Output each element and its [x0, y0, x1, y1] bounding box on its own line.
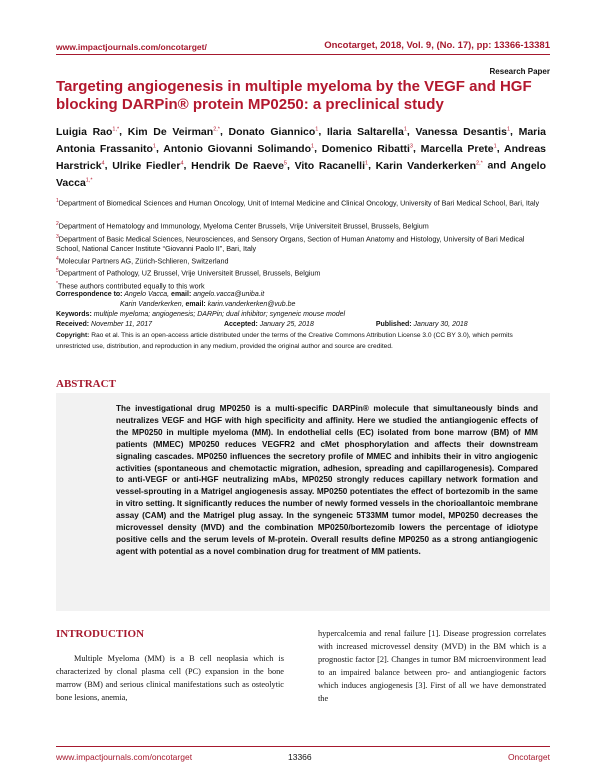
article-type: Research Paper: [489, 67, 550, 76]
introduction-heading: INTRODUCTION: [56, 628, 145, 640]
affiliation-5: $^5$Department of Pathology, UZ Brussel, Vrije Universiteit Brussel, Brussels, Belgium: [56, 268, 321, 278]
author-affiliation-marker: 1: [311, 143, 315, 149]
abstract-heading: ABSTRACT: [56, 378, 116, 390]
author-name: Domenico Ribatti$^3$: [321, 142, 413, 155]
author-affiliation-marker: 4: [101, 160, 105, 166]
affiliation-4: $^4$Molecular Partners AG, Zürich-Schlieren, Switzerland: [56, 256, 229, 266]
equal-contribution-note: *These authors contributed equally to this work: [56, 281, 205, 291]
correspondence: Correspondence to: Angelo Vacca, email: angelo.vacca@uniba.it Karin Vanderkerken, email: karin.vanderkerken@vub.be: [56, 291, 296, 308]
page-number: 13366: [288, 752, 312, 762]
affiliation-1: $^1$Department of Biomedical Sciences and Human Oncology, Unit of Internal Medicine and Clinical Oncology, University of Bari Medical School, Bari, Italy: [56, 198, 540, 208]
author-name: Hendrik De Raeve$^5$: [191, 159, 287, 172]
author-name: Kim De Veirman$^{2,*}$: [127, 125, 220, 138]
author-name: Antonio Giovanni Solimando$^1$: [163, 142, 315, 155]
article-dates: Received: November 11, 2017 Accepted: January 25, 2018 Published: January 30, 2018: [56, 321, 468, 328]
author-affiliation-marker: 1: [365, 160, 369, 166]
author-affiliation-marker: 1,*: [112, 126, 120, 132]
author-name: Angelo Vacca$^{1,*}$: [56, 159, 546, 189]
header-url[interactable]: www.impactjournals.com/oncotarget/: [56, 42, 207, 52]
header-journal-citation: Oncotarget, 2018, Vol. 9, (No. 17), pp: 13366-13381: [324, 40, 550, 51]
email-link-2[interactable]: karin.vanderkerken@vub.be: [207, 301, 296, 308]
author-name: Vanessa Desantis$^1$: [415, 125, 510, 138]
author-name: Andreas Harstrick$^4$: [56, 142, 546, 172]
author-affiliation-marker: 3: [409, 143, 413, 149]
author-name: Donato Giannico$^1$: [228, 125, 319, 138]
author-name: Ulrike Fiedler$^4$: [112, 159, 184, 172]
introduction-left-column: Multiple Myeloma (MM) is a B cell neoplasia which is characterized by clonal plasma cell (PC) expansion in the bone marrow (BM) and serious clinical manifestations such as osteolytic bone lesions, anemia,: [56, 654, 284, 702]
footer-divider: [56, 746, 550, 747]
footer-url[interactable]: www.impactjournals.com/oncotarget: [56, 752, 193, 762]
author-name: Vito Racanelli$^1$: [294, 159, 369, 172]
header-divider: [56, 54, 550, 55]
author-name: Karin Vanderkerken$^{2,*}$: [375, 159, 483, 172]
author-affiliation-marker: 4: [180, 160, 184, 166]
keywords: Keywords: multiple myeloma; angiogenesis; DARPin; dual inhibitor; syngeneic mouse model: [56, 311, 346, 318]
author-affiliation-marker: 2,*: [476, 160, 483, 166]
author-name: Ilaria Saltarella$^1$: [326, 125, 407, 138]
author-affiliation-marker: 1: [506, 126, 510, 132]
author-list: Luigia Rao$^{1,*}$, Kim De Veirman$^{2,*}$, Donato Giannico$^1$, Ilaria Saltarella$^1$, Vanessa Desantis$^1$, Maria Antonia Frassanito$^1$, Antonio Giovanni Solimando$^1$, Domenico Ribatti$^3$, Marcella Prete$^1$, Andreas Harstrick$^4$, Ulrike Fiedler$^4$, Hendrik De Raeve$^5$, Vito Racanelli$^1$, Karin Vanderkerken$^{2,*}$ and Angelo Vacca$^{1,*}$: [56, 125, 547, 189]
affiliation-3: $^3$Department of Basic Medical Sciences, Neurosciences, and Sensory Organs, Section of Human Anatomy and Histology, University of Bari Medical School, National Cancer Institute “Giovanni Paolo II”, Bari, Italy: [56, 234, 525, 253]
author-affiliation-marker: 1: [315, 126, 319, 132]
author-affiliation-marker: 1: [493, 143, 497, 149]
abstract-text: The investigational drug MP0250 is a multi-specific DARPin® molecule that simultaneously binds and neutralizes VEGF and HGF with high specificity and affinity. Here we studied the antiangiogenic effects of the MP0250 in multiple myeloma (MM). In endothelial cells (EC) isolated from bone marrow (BM) of MM patients (MMEC) MP0250 reduces VEGFR2 and cMet phosphorylation and affects their downstream signaling cascades. MP0250 influences the secretory profile of MMEC and inhibits their in vitro angiogenic activities (spontaneous and chemotactic migration, adhesion, spreading and capillarogenesis). Compared to anti-VEGF or anti-HGF neutralizing mAbs, MP0250 strongly reduces capillary network formation and vessel-sprouting in a Matrigel angiogenesis assay. MP0250 potentiates the effect of bortezomib in the same in vitro setting. It significantly reduces the number of newly formed vessels in the chorioallantoic membrane assay (CAM) and the Matrigel plug assay. In the syngeneic 5T33MM tumor model, MP0250 decreases the microvessel density (MVD) and the combination MP0250/bortezomib lowers the percentage of idiotype positive cells and the serum levels of M-protein. Overall results define MP0250 as a strong antiangiogenic agent with potential as a novel combination drug for treatment of MM patients.: [116, 404, 538, 556]
affiliation-2: $^2$Department of Hematology and Immunology, Myeloma Center Brussels, Vrije Universiteit Brussel, Brussels, Belgium: [56, 221, 429, 231]
author-affiliation-marker: 1: [152, 143, 156, 149]
article-title: Targeting angiogenesis in multiple myeloma by the VEGF and HGF blocking DARPin® protein MP0250: a preclinical study: [56, 78, 532, 113]
email-link-1[interactable]: angelo.vacca@uniba.it: [193, 291, 265, 298]
author-affiliation-marker: 1: [403, 126, 407, 132]
footer-journal: Oncotarget: [507, 752, 550, 762]
author-affiliation-marker: 5: [283, 160, 287, 166]
author-affiliation-marker: 1,*: [85, 177, 93, 183]
author-affiliation-marker: 2,*: [213, 126, 220, 132]
author-name: Luigia Rao$^{1,*}$: [56, 125, 120, 138]
author-name: Maria Antonia Frassanito$^1$: [56, 125, 547, 155]
copyright-notice: Copyright: Rao et al. This is an open-access article distributed under the terms of the Creative Commons Attribution License 3.0 (CC BY 3.0), which permits unrestricted use, distribution, and reproduction in any medium, provided the original author and source are credited.: [56, 332, 513, 350]
introduction-right-column: hypercalcemia and renal failure [1]. Disease progression correlates with increased microvessel density (MVD) in the BM which is a prognostic factor [2]. Changes in tumor BM microenvironment lead to an impaired balance between pro- and antiangiogenic factors which induces angiogenesis [3]. First of all we have demonstrated the: [318, 629, 546, 703]
author-name: Marcella Prete$^1$: [420, 142, 497, 155]
